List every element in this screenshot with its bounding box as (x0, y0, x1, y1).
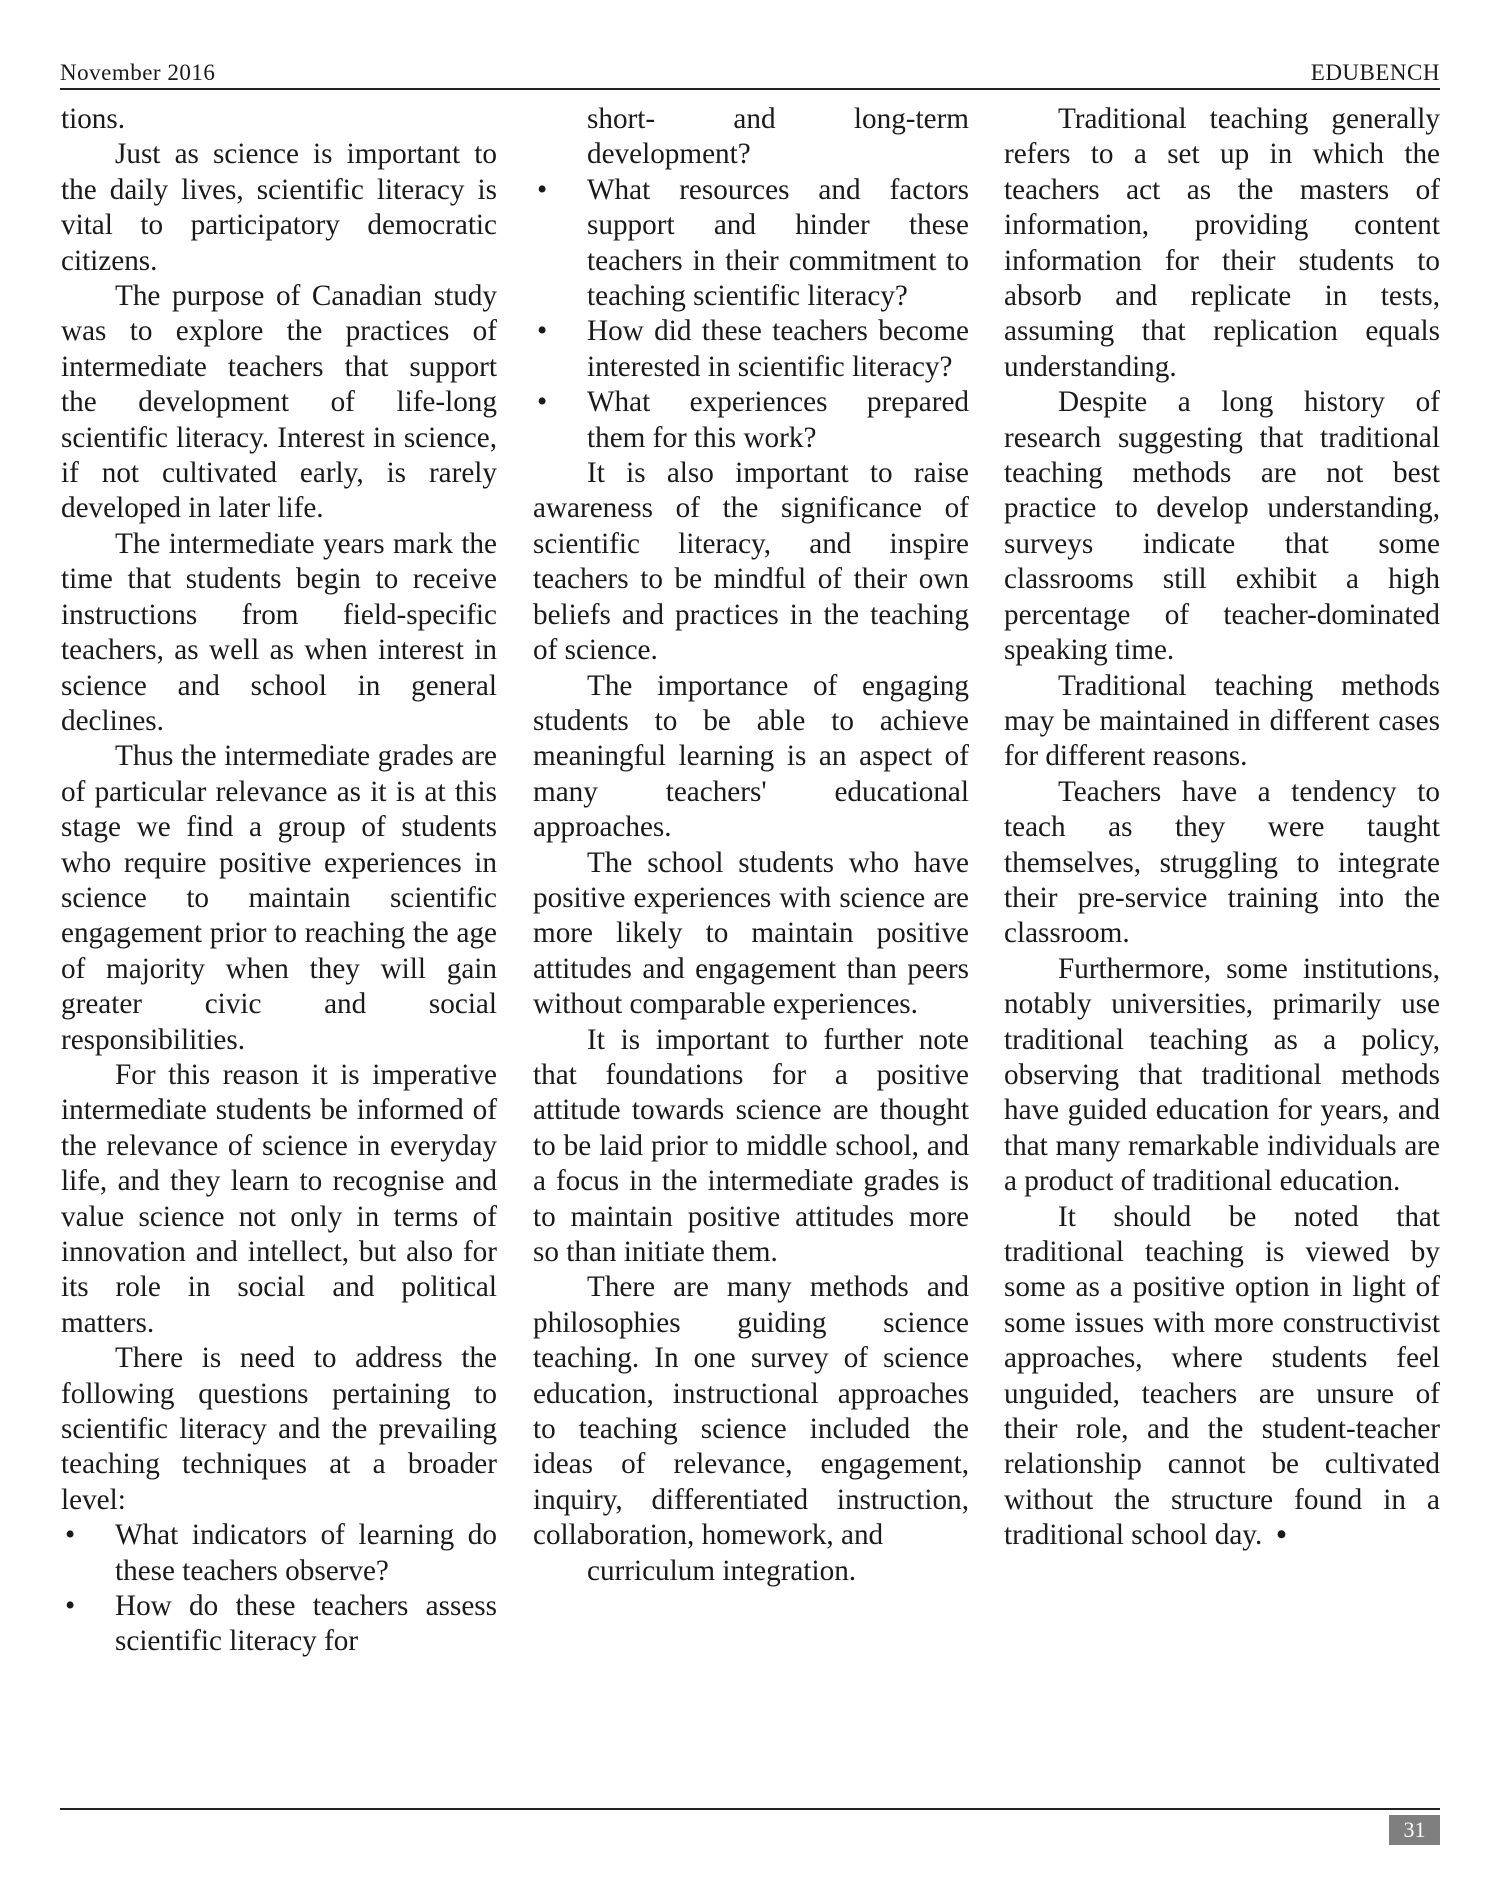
paragraph: Despite a long history of research suggesting that traditional teaching methods are not best practice to develop understanding, surveys indicate that some classrooms still exhibit a high percentage of teacher-dominated speaking time. (1004, 386, 1440, 667)
list-item (533, 314, 969, 385)
paragraph: For this reason it is imperative intermediate students be informed of the relevance of science in everyday life, and they learn to recognise and value science not only in terms of innovation and intellect, but also for its role in social and political matters. (61, 1058, 497, 1339)
paragraph: The purpose of Canadian study was to explore the practices of intermediate teachers that support the development of life-long scientific literacy. Interest in science, if not cultivated early, is rarely developed in later life. (61, 280, 497, 525)
paragraph: There is need to address the following questions pertaining to scientific literacy and the prevailing teaching techniques at a broader level: (61, 1342, 497, 1516)
page-header (60, 58, 1440, 90)
article-column-3 (1004, 102, 1440, 1554)
paragraph: Furthermore, some institutions, notably universities, primarily use traditional teaching as a policy, observing that traditional methods have guided education for years, and that many remarkable individuals are a product of traditional education. (1004, 952, 1440, 1198)
footer-divider (60, 1808, 1440, 1810)
paragraph: Teachers have a tendency to teach as they were taught themselves, struggling to integrate their pre-service training into the classroom. (1004, 775, 1440, 950)
bullet-icon: • (537, 315, 548, 348)
question-text: What experiences prepared them for this work? (587, 386, 969, 454)
paragraph-end: curriculum integration. (587, 1554, 857, 1587)
paragraph: Traditional teaching methods may be maintained in different cases for different reasons. (1004, 669, 1440, 773)
list-item (61, 1518, 497, 1589)
paragraph: Thus the intermediate grades are of particular relevance as it is at this stage we find a group of students who require positive experiences in science to maintain scientific engagement prior to reaching the age of majority when they will gain greater civic and social responsibilities. (61, 740, 497, 1056)
paragraph: The importance of engaging students to be able to achieve meaningful learning is an aspect of many teachers' educational approaches. (533, 669, 969, 844)
list-item (533, 173, 969, 315)
bullet-icon: • (65, 1590, 76, 1623)
list-item (61, 1589, 497, 1660)
question-text: How did these teachers become interested in scientific literacy? (587, 315, 969, 383)
question-continuation: short- and long-term development? (587, 103, 969, 171)
paragraph: There are many methods and philosophies guiding science teaching. In one survey of science education, instructional approaches to teaching science included the ideas of relevance, engagement, inquiry, differentiated instruction, collaboration, homework, and (533, 1271, 969, 1552)
paragraph: It is also important to raise awareness of the significance of scientific literacy, and inspire teachers to be mindful of their own beliefs and practices in the teaching of science. (533, 457, 969, 667)
bullet-icon: • (537, 386, 548, 419)
article-column-1 (61, 102, 497, 1660)
paragraph: The school students who have positive experiences with science are more likely to maintain positive attitudes and engagement than peers without comparable experiences. (533, 846, 969, 1021)
bullet-icon: • (537, 173, 548, 206)
end-of-article-icon: • (1276, 1519, 1287, 1552)
paragraph-text: It should be noted that traditional teaching is viewed by some as a positive option in light of some issues with more constructivist approaches, where students feel unguided, teachers are unsure of their role, and the student-teacher relationship cannot be cultivated without the structure found in a traditional school day. (1004, 1200, 1440, 1552)
publication-name: EDUBENCH (1310, 60, 1440, 85)
list-item (533, 385, 969, 456)
bullet-icon: • (65, 1519, 76, 1552)
question-list (61, 1518, 497, 1660)
question-text: What indicators of learning do these teachers observe? (115, 1519, 497, 1587)
page-number: 31 (1389, 1815, 1440, 1845)
paragraph-final (1004, 1200, 1440, 1554)
article-column-2 (533, 102, 969, 1589)
question-text: How do these teachers assess scientific literacy for (115, 1590, 497, 1658)
paragraph: tions. (61, 103, 126, 135)
paragraph: The intermediate years mark the time that students begin to receive instructions from field-specific teachers, as well as when interest in science and school in general declines. (61, 527, 497, 737)
paragraph: It is important to further note that foundations for a positive attitude towards science are thought to be laid prior to middle school, and a focus in the intermediate grades is to maintain positive attitudes more so than initiate them. (533, 1023, 969, 1268)
paragraph: Traditional teaching generally refers to a set up in which the teachers act as the masters of information, providing content information for their students to absorb and replicate in tests, assuming that replication equals understanding. (1004, 103, 1440, 383)
question-list (533, 173, 969, 456)
issue-date: November 2016 (60, 60, 216, 85)
paragraph: Just as science is important to the daily lives, scientific literacy is vital to participatory democratic citizens. (61, 138, 497, 277)
question-text: What resources and factors support and hinder these teachers in their commitment to teaching scientific literacy? (587, 173, 969, 313)
